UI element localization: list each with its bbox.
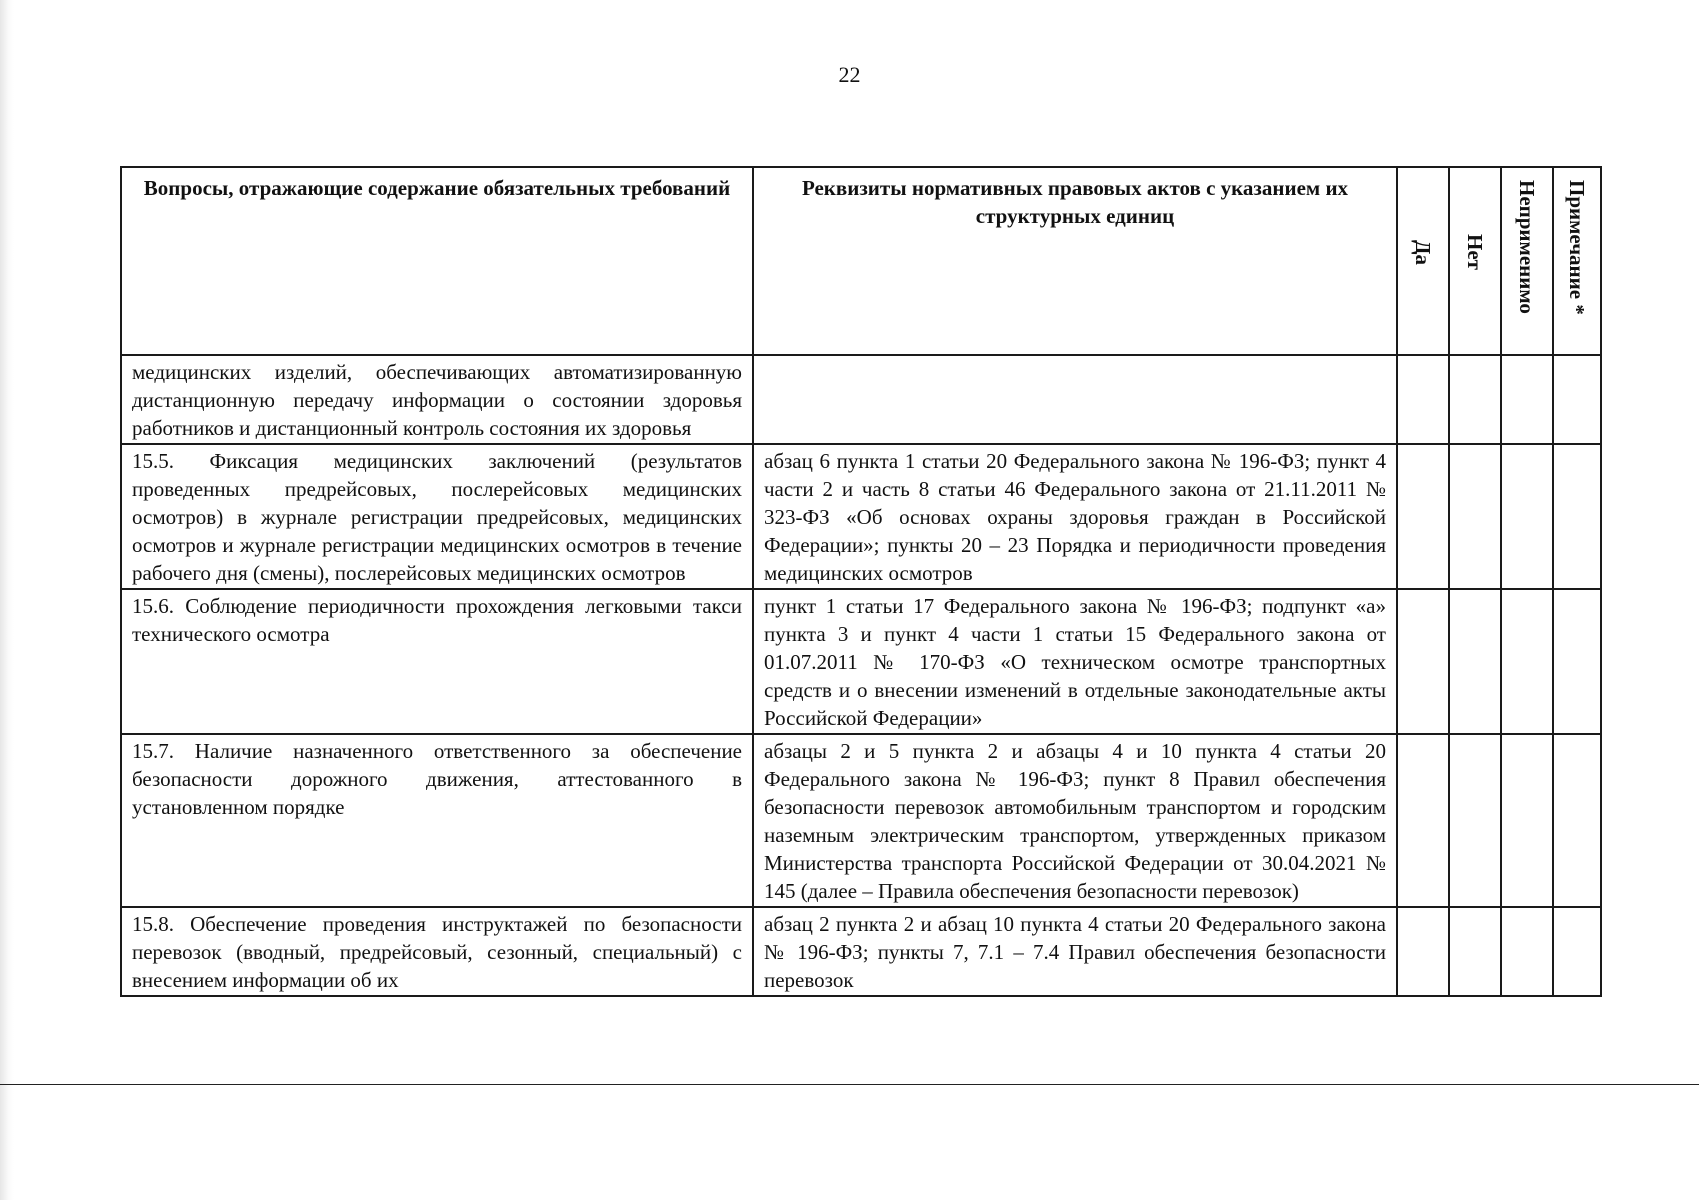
table-row xyxy=(121,734,1601,907)
table-header-row xyxy=(121,167,1601,355)
not-applicable-cell[interactable] xyxy=(1501,444,1553,589)
table-row xyxy=(121,444,1601,589)
yes-cell[interactable] xyxy=(1397,355,1449,444)
question-cell xyxy=(121,907,753,996)
header-note xyxy=(1553,167,1601,355)
header-no-label: Нет xyxy=(1463,234,1487,270)
question-text: 15.5. Фиксация медицинских заключений (результатов проведенных предрейсовых, послерейсовых медицинских осмотров) в журнале регистрации предрейсовых, медицинских осмотров и журнале регистрации медицинских осмотров в течение рабочего дня (смены), послерейсовых медицинских осмотров xyxy=(132,449,742,585)
header-note-label: Примечание * xyxy=(1565,180,1589,315)
yes-cell[interactable] xyxy=(1397,907,1449,996)
header-yes xyxy=(1397,167,1449,355)
header-acts-label: Реквизиты нормативных правовых актов с указанием их структурных единиц xyxy=(801,176,1349,228)
no-cell[interactable] xyxy=(1449,907,1501,996)
page-cut-line xyxy=(0,1084,1699,1085)
table-row xyxy=(121,355,1601,444)
not-applicable-cell[interactable] xyxy=(1501,589,1553,734)
acts-cell xyxy=(753,907,1397,996)
table-row xyxy=(121,907,1601,996)
acts-text: абзац 2 пункта 2 и абзац 10 пункта 4 статьи 20 Федерального закона № 196-ФЗ; пункты 7, 7.1 – 7.4 Правил обеспечения безопасности перевозок xyxy=(764,912,1386,992)
note-cell[interactable] xyxy=(1553,907,1601,996)
table-row xyxy=(121,589,1601,734)
note-cell[interactable] xyxy=(1553,734,1601,907)
note-cell[interactable] xyxy=(1553,444,1601,589)
not-applicable-cell[interactable] xyxy=(1501,734,1553,907)
header-not-applicable xyxy=(1501,167,1553,355)
header-requirements xyxy=(121,167,753,355)
header-no xyxy=(1449,167,1501,355)
no-cell[interactable] xyxy=(1449,589,1501,734)
no-cell[interactable] xyxy=(1449,734,1501,907)
acts-cell xyxy=(753,444,1397,589)
no-cell[interactable] xyxy=(1449,355,1501,444)
question-cell xyxy=(121,444,753,589)
acts-cell xyxy=(753,734,1397,907)
question-text: 15.8. Обеспечение проведения инструктажей по безопасности перевозок (вводный, предрейсовый, сезонный, специальный) с внесением информации об их xyxy=(132,912,742,992)
acts-text: абзац 6 пункта 1 статьи 20 Федерального закона № 196-ФЗ; пункт 4 части 2 и часть 8 статьи 46 Федерального закона от 21.11.2011 № 323-ФЗ «Об основах охраны здоровья граждан в Российской Федерации»; пункты 20 – 23 Порядка и периодичности проведения медицинских осмотров xyxy=(764,449,1386,585)
requirements-table xyxy=(120,166,1602,997)
question-cell xyxy=(121,589,753,734)
question-cell xyxy=(121,355,753,444)
header-yes-label: Да xyxy=(1411,240,1435,265)
header-acts xyxy=(753,167,1397,355)
question-text: 15.6. Соблюдение периодичности прохождения легковыми такси технического осмотра xyxy=(132,594,742,646)
question-text: 15.7. Наличие назначенного ответственного за обеспечение безопасности дорожного движения, аттестованного в установленном порядке xyxy=(132,739,742,819)
note-cell[interactable] xyxy=(1553,589,1601,734)
note-cell[interactable] xyxy=(1553,355,1601,444)
acts-cell xyxy=(753,589,1397,734)
not-applicable-cell[interactable] xyxy=(1501,907,1553,996)
not-applicable-cell[interactable] xyxy=(1501,355,1553,444)
question-cell xyxy=(121,734,753,907)
acts-text: абзацы 2 и 5 пункта 2 и абзацы 4 и 10 пункта 4 статьи 20 Федерального закона № 196-ФЗ; пункт 8 Правил обеспечения безопасности перевозок автомобильным транспортом и городским наземным электрическим транспортом, утвержденных приказом Министерства транспорта Российской Федерации от 30.04.2021 № 145 (далее – Правила обеспечения безопасности перевозок) xyxy=(764,739,1386,903)
no-cell[interactable] xyxy=(1449,444,1501,589)
acts-text: пункт 1 статьи 17 Федерального закона № 196-ФЗ; подпункт «а» пункта 3 и пункт 4 части 1 статьи 15 Федерального закона от 01.07.2011 № 170-ФЗ «О техническом осмотре транспортных средств и о внесении изменений в отдельные законодательные акты Российской Федерации» xyxy=(764,594,1386,730)
yes-cell[interactable] xyxy=(1397,734,1449,907)
question-text: медицинских изделий, обеспечивающих автоматизированную дистанционную передачу информации о состоянии здоровья работников и дистанционный контроль состояния их здоровья xyxy=(132,360,742,440)
yes-cell[interactable] xyxy=(1397,444,1449,589)
header-requirements-label: Вопросы, отражающие содержание обязательных требований xyxy=(143,176,731,200)
page-number: 22 xyxy=(838,62,861,87)
header-not-applicable-label: Неприменимо xyxy=(1515,180,1539,314)
yes-cell[interactable] xyxy=(1397,589,1449,734)
acts-cell xyxy=(753,355,1397,444)
acts-text xyxy=(754,356,1396,359)
scan-edge xyxy=(0,0,14,1200)
